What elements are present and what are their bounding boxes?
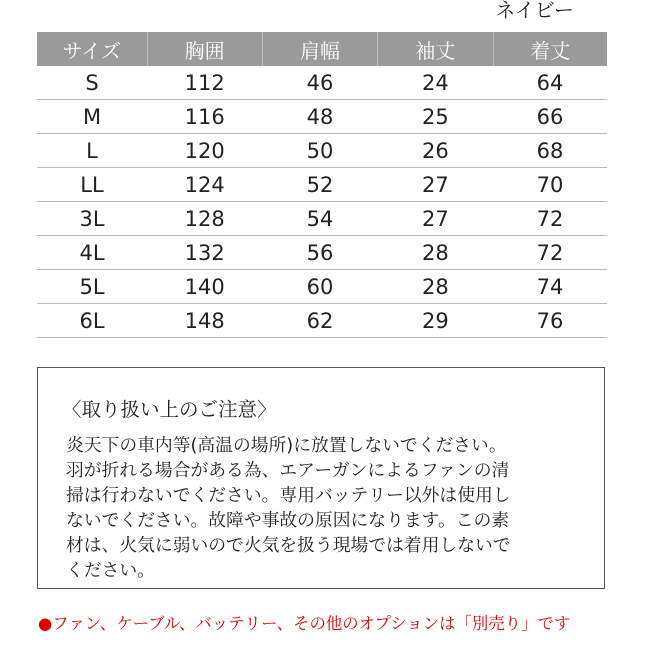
length-cell: 72 — [493, 236, 607, 270]
header-shoulder: 肩幅 — [262, 32, 377, 66]
table-header-row — [37, 32, 607, 66]
color-label: ネイビー — [495, 0, 574, 22]
header-sleeve: 袖丈 — [378, 32, 493, 66]
sleeve-cell: 25 — [378, 100, 493, 134]
notice-title: 〈取り扱い上のご注意〉 — [62, 398, 277, 421]
sleeve-cell: 27 — [378, 168, 493, 202]
notice-line: 羽が折れる場合がある為、エアーガンによるファンの清 — [66, 460, 510, 481]
size-cell: M — [37, 100, 147, 134]
table-row — [37, 100, 607, 134]
size-cell: 3L — [37, 202, 147, 236]
notice-line: 材は、火気に弱いので火気を扱う現場では着用しないで — [66, 535, 511, 556]
sleeve-cell: 28 — [378, 236, 493, 270]
shoulder-cell: 48 — [262, 100, 377, 134]
chest-cell: 120 — [147, 134, 262, 168]
notice-box — [37, 367, 605, 589]
chest-cell: 116 — [147, 100, 262, 134]
shoulder-cell: 54 — [262, 202, 377, 236]
size-cell: 4L — [37, 236, 147, 270]
chest-cell: 132 — [147, 236, 262, 270]
length-cell: 74 — [493, 270, 607, 304]
size-cell: 5L — [37, 270, 147, 304]
chest-cell: 124 — [147, 168, 262, 202]
chest-cell: 128 — [147, 202, 262, 236]
notice-line: 炎天下の車内等(高温の場所)に放置しないでください。 — [66, 435, 507, 456]
length-cell: 68 — [493, 134, 607, 168]
length-cell: 70 — [493, 168, 607, 202]
length-cell: 64 — [493, 66, 607, 100]
sleeve-cell: 24 — [378, 66, 493, 100]
notice-line: ください。 — [66, 560, 155, 581]
table-row — [37, 134, 607, 168]
shoulder-cell: 56 — [262, 236, 377, 270]
notice-line: ないでください。故障や事故の原因になります。この素 — [66, 510, 510, 531]
chest-cell: 112 — [147, 66, 262, 100]
table-row — [37, 270, 607, 304]
shoulder-cell: 52 — [262, 168, 377, 202]
table-row — [37, 236, 607, 270]
table-row — [37, 202, 607, 236]
shoulder-cell: 46 — [262, 66, 377, 100]
length-cell: 72 — [493, 202, 607, 236]
chest-cell: 148 — [147, 304, 262, 338]
size-cell: S — [37, 66, 147, 100]
sleeve-cell: 28 — [378, 270, 493, 304]
sleeve-cell: 29 — [378, 304, 493, 338]
length-cell: 76 — [493, 304, 607, 338]
header-size: サイズ — [37, 32, 147, 66]
table-row — [37, 66, 607, 100]
table-row — [37, 168, 607, 202]
sleeve-cell: 26 — [378, 134, 493, 168]
header-length: 着丈 — [493, 32, 607, 66]
size-cell: 6L — [37, 304, 147, 338]
size-cell: LL — [37, 168, 147, 202]
sleeve-cell: 27 — [378, 202, 493, 236]
options-sold-separately-note: ●ファン、ケーブル、バッテリー、その他のオプションは「別売り」です — [38, 614, 571, 633]
chest-cell: 140 — [147, 270, 262, 304]
header-chest: 胸囲 — [147, 32, 262, 66]
table-row — [37, 304, 607, 338]
length-cell: 66 — [493, 100, 607, 134]
shoulder-cell: 62 — [262, 304, 377, 338]
size-cell: L — [37, 134, 147, 168]
notice-line: 掃は行わないでください。専用バッテリー以外は使用し — [66, 485, 511, 506]
shoulder-cell: 50 — [262, 134, 377, 168]
shoulder-cell: 60 — [262, 270, 377, 304]
size-table — [37, 32, 607, 338]
